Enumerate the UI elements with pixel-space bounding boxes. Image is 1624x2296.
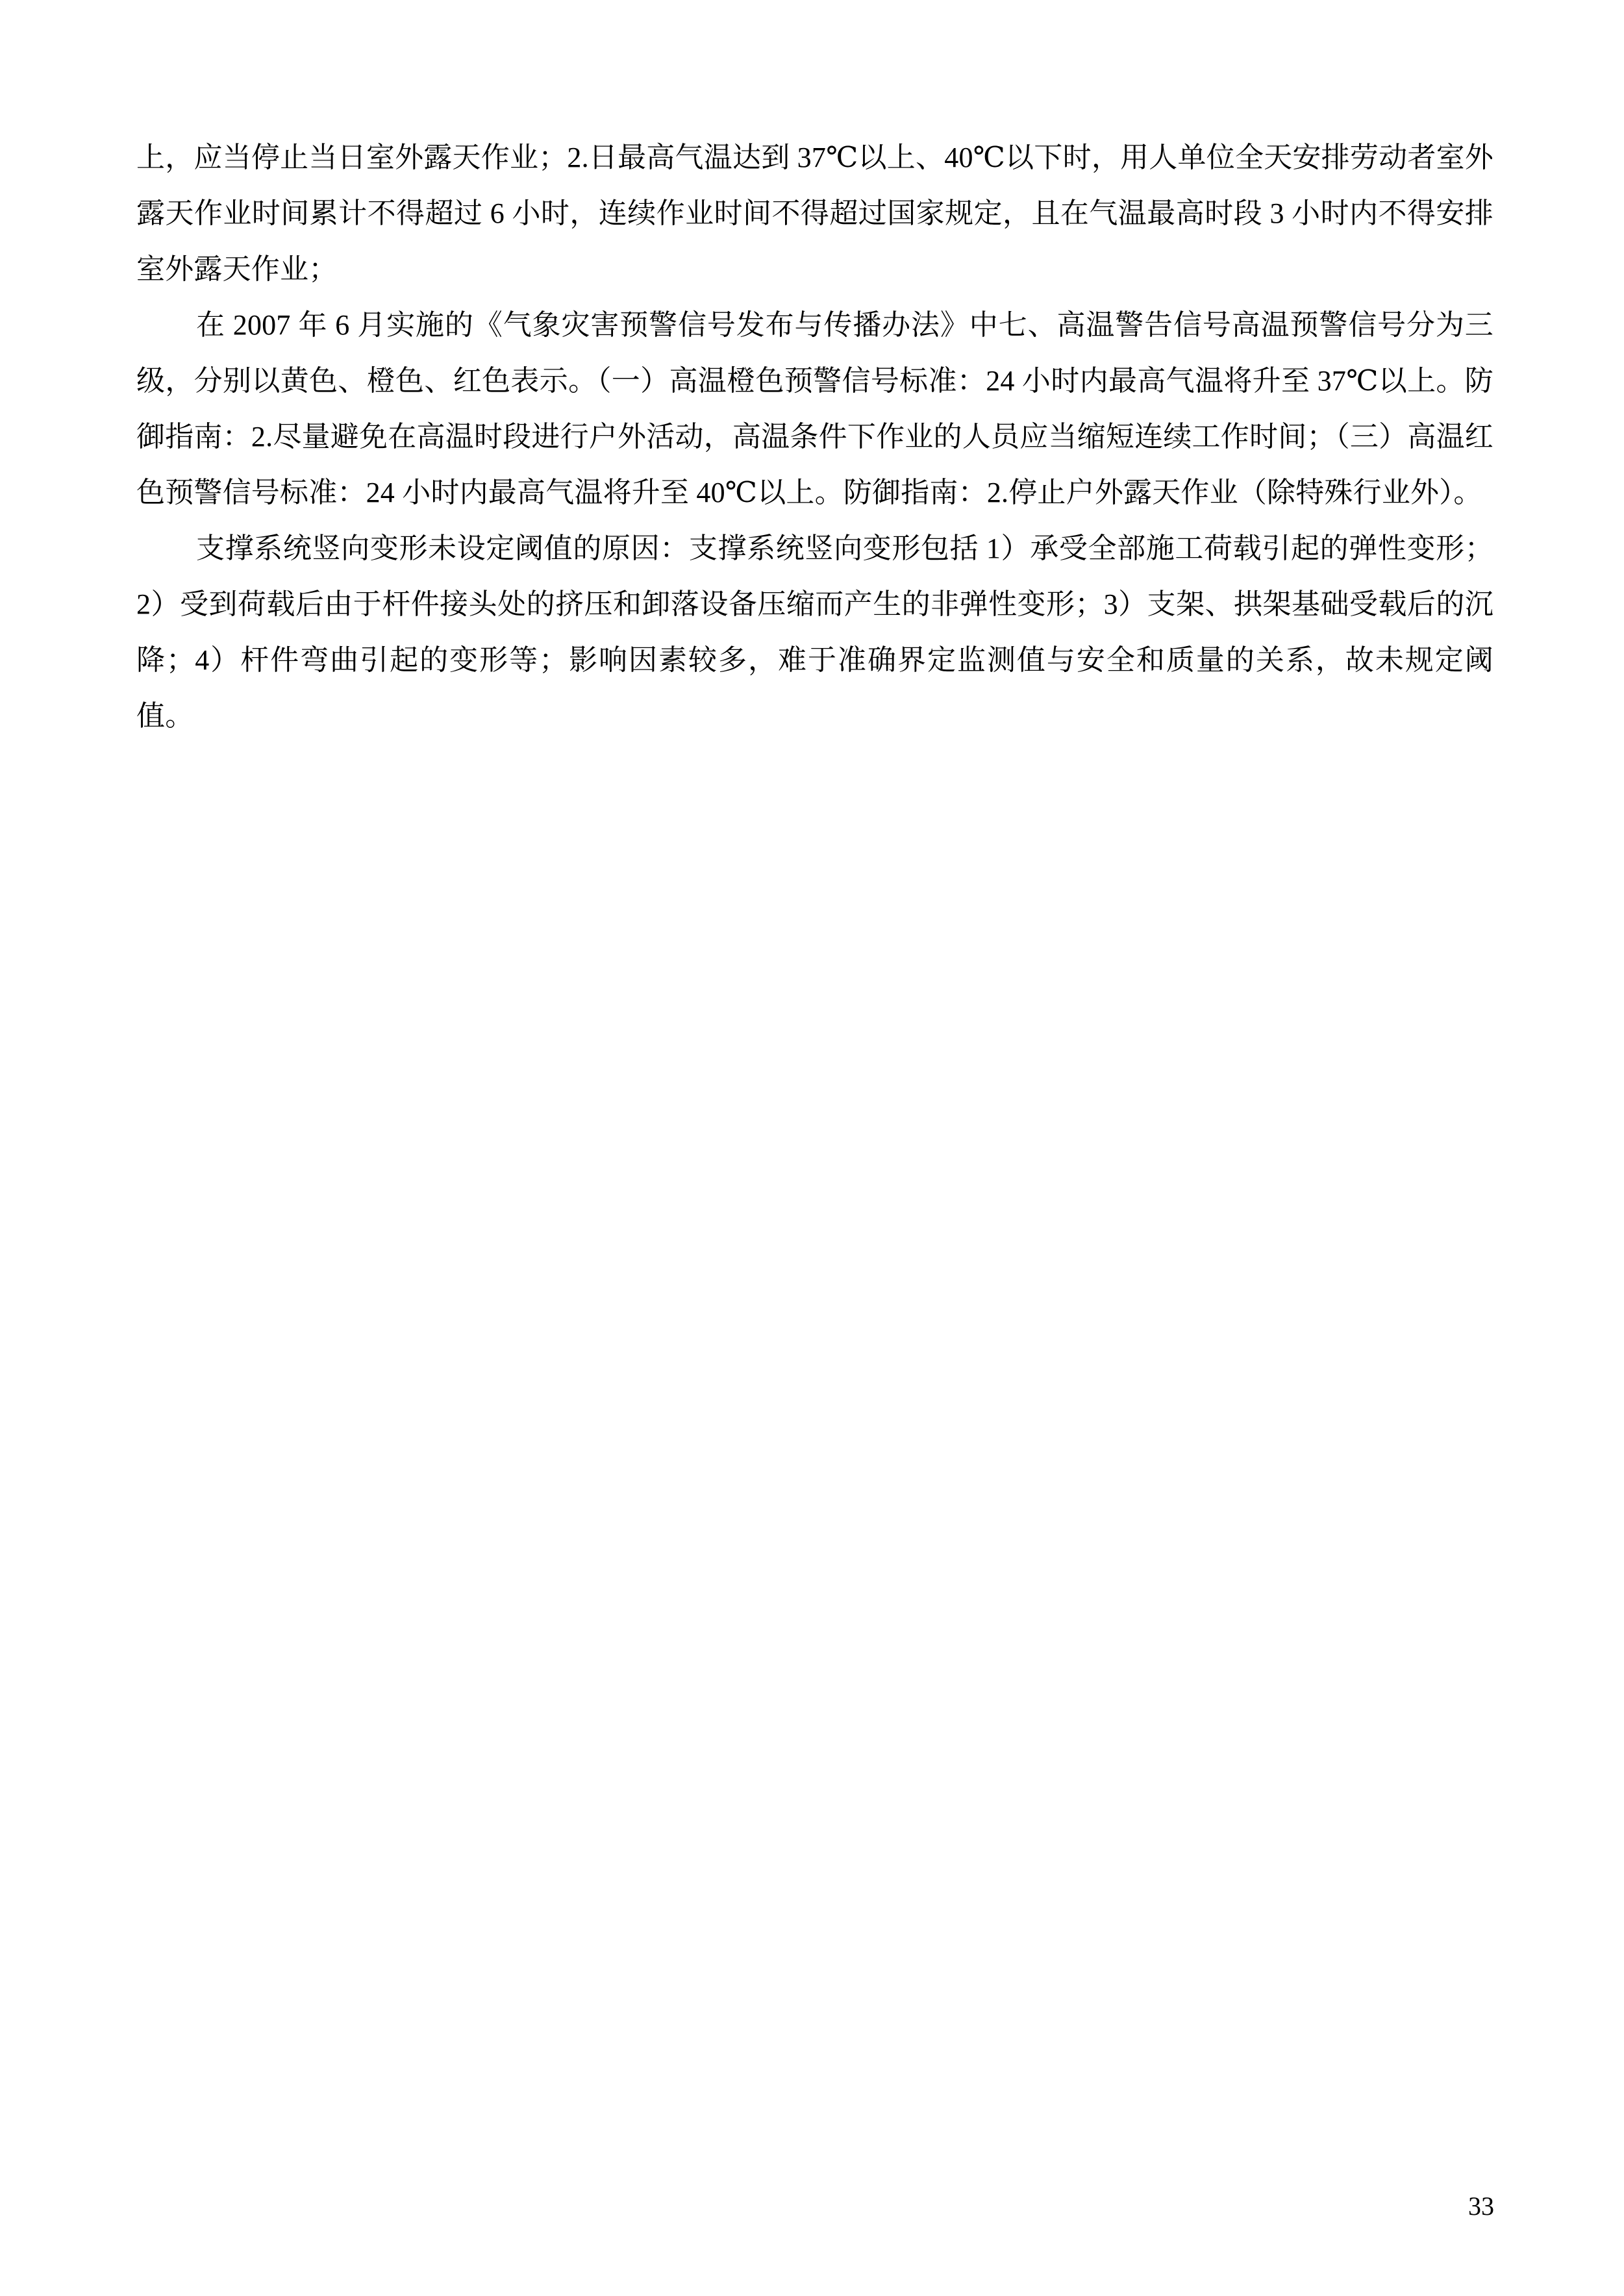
paragraph-heat-warning-signals: 在 2007 年 6 月实施的《气象灾害预警信号发布与传播办法》中七、高温警告信号高温预警信号分为三级，分别以黄色、橙色、红色表示。（一）高温橙色预警信号标准：24 小时内最高气温将升至 37℃以上。防御指南：2.尽量避免在高温时段进行户外活动，高温条件下作业的人员应当缩短连续工作时间；（三）高温红色预警信号标准：24 小时内最高气温将升至 40℃以上。防御指南：2.停止户外露天作业（除特殊行业外）。 (136, 309, 1493, 508)
paragraph-support-system-deformation: 支撑系统竖向变形未设定阈值的原因：支撑系统竖向变形包括 1）承受全部施工荷载引起的弹性变形；2）受到荷载后由于杆件接头处的挤压和卸落设备压缩而产生的非弹性变形；3）支架、拱架基础受载后的沉降；4）杆件弯曲引起的变形等；影响因素较多，难于准确界定监测值与安全和质量的关系，故未规定阈值。 (136, 532, 1493, 732)
page-number: 33 (1468, 2191, 1494, 2221)
paragraph-continuation: 上，应当停止当日室外露天作业；2.日最高气温达到 37℃以上、40℃以下时，用人单位全天安排劳动者室外露天作业时间累计不得超过 6 小时，连续作业时间不得超过国家规定，且在气温最高时段 3 小时内不得安排室外露天作业； (136, 142, 1493, 285)
document-body (136, 130, 1493, 744)
